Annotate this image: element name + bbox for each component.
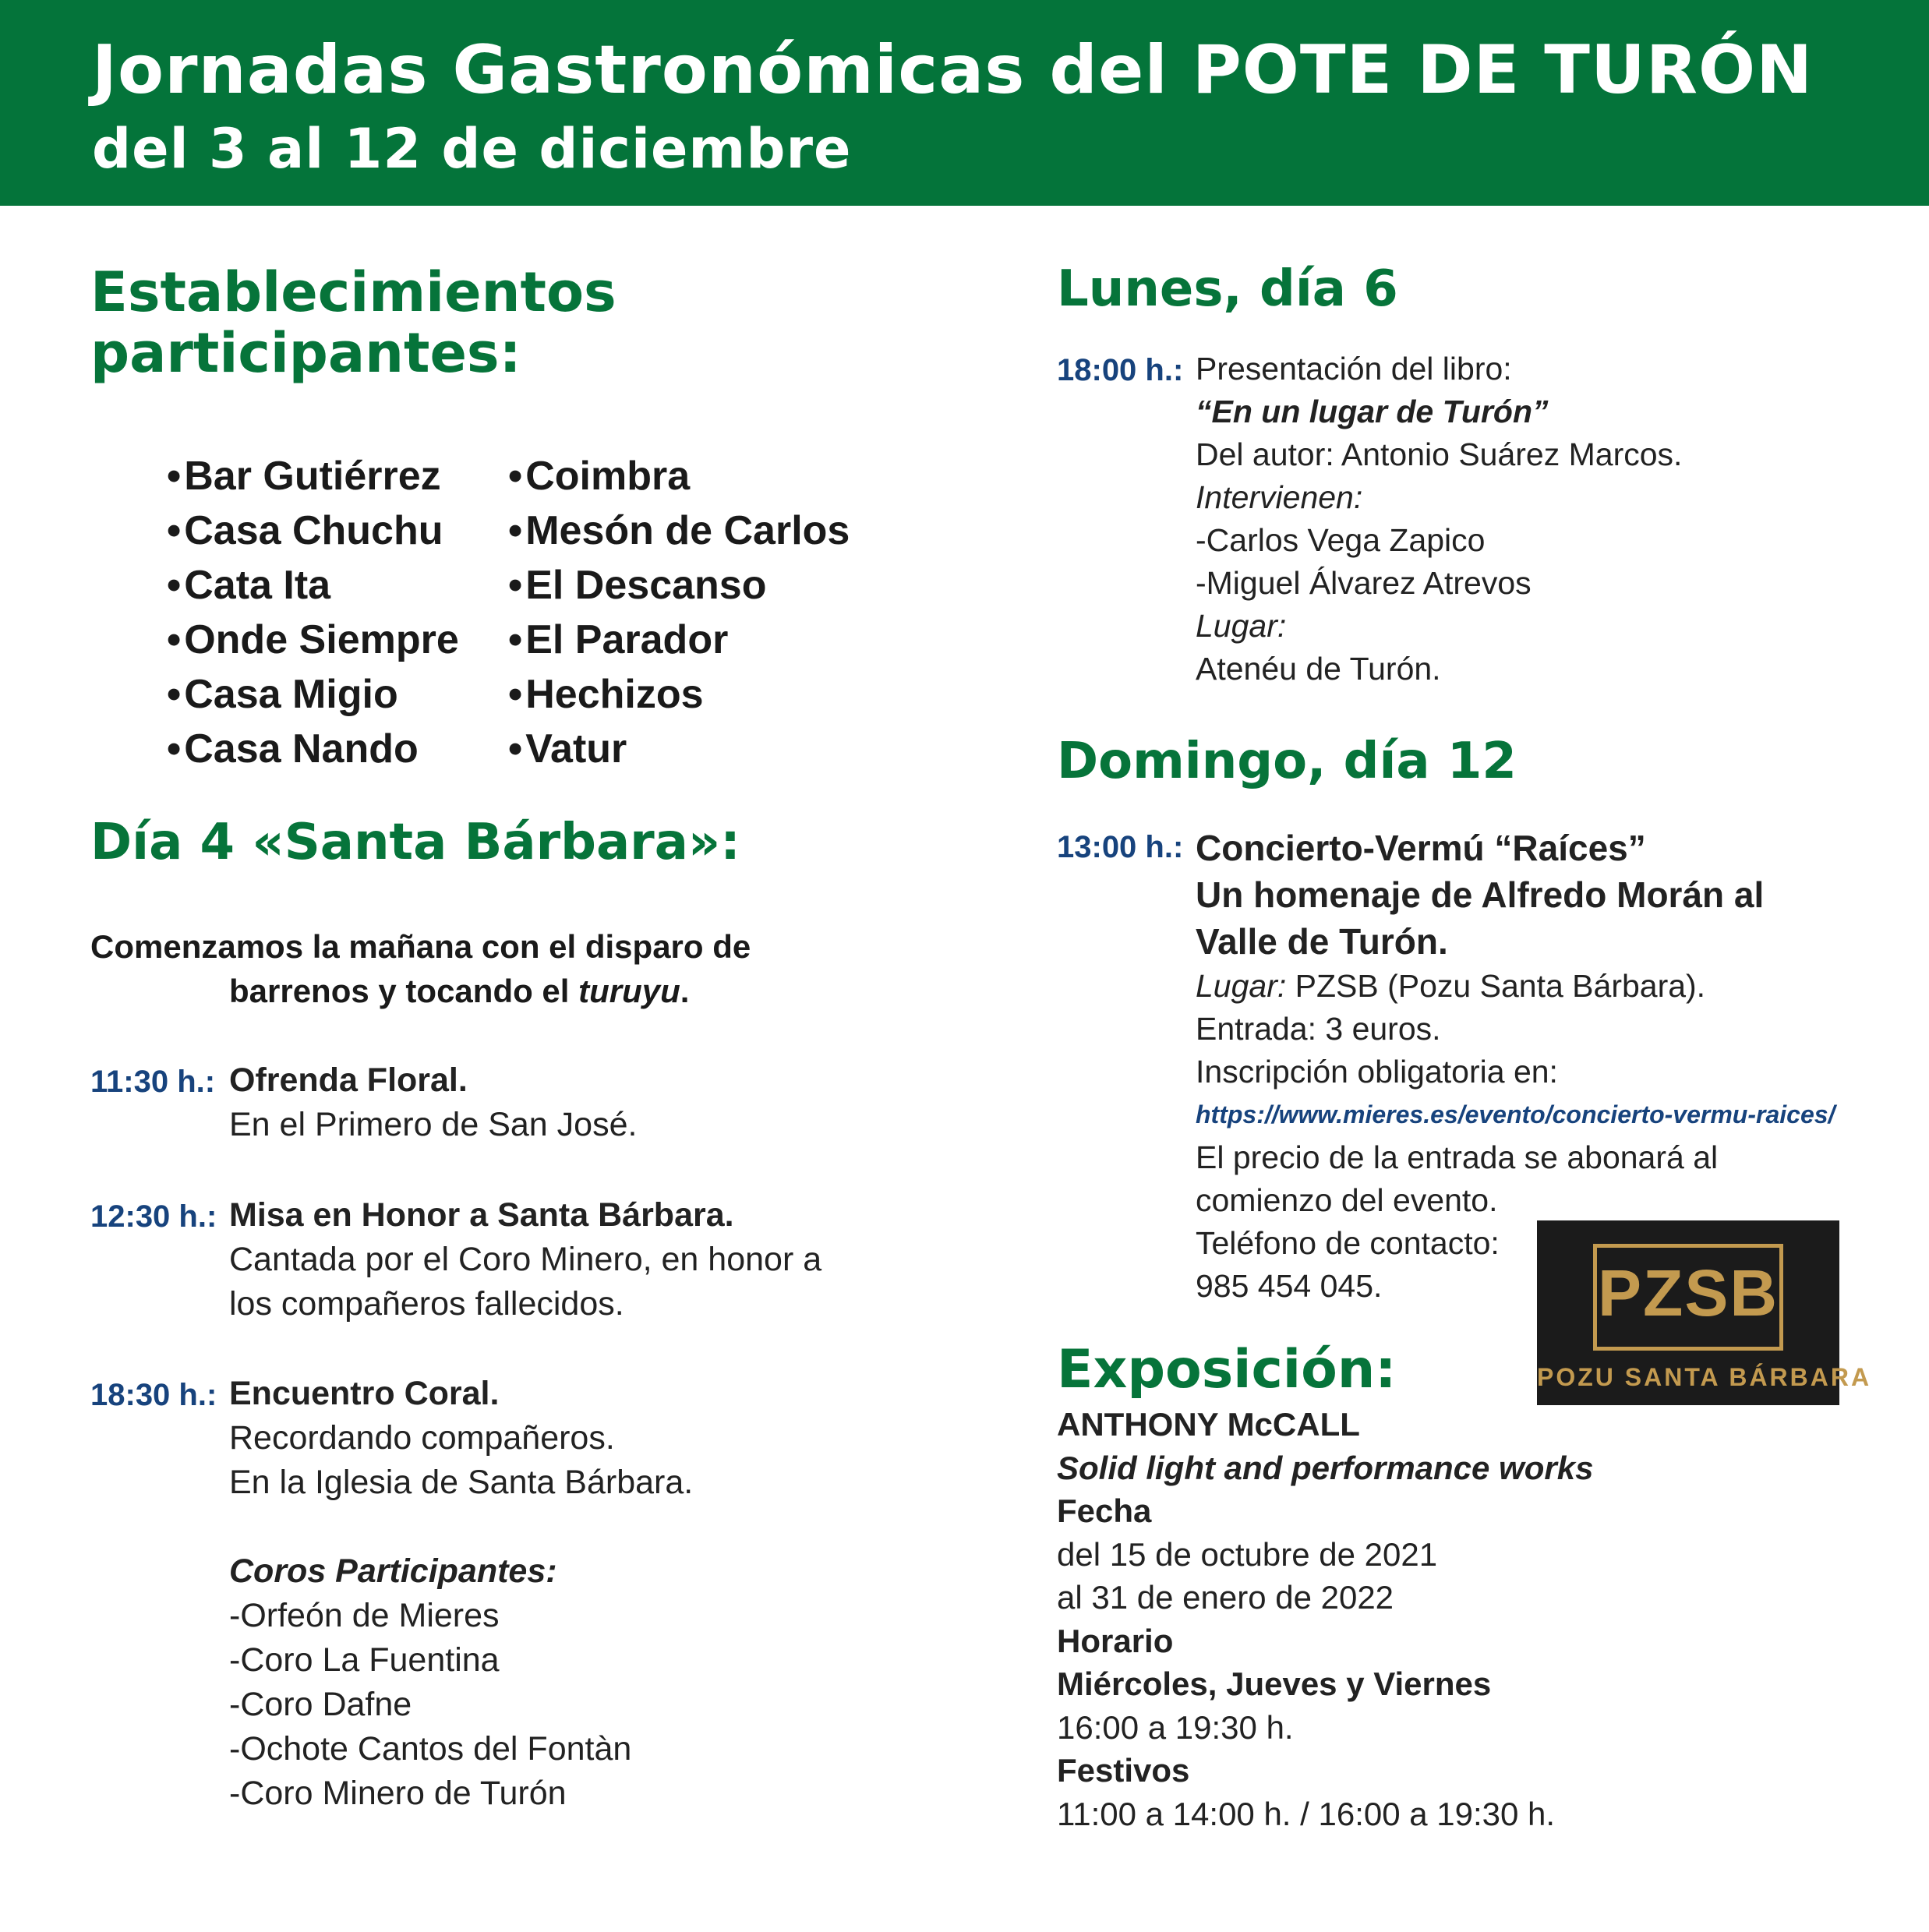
work-title: Solid light and performance works xyxy=(1057,1449,1594,1486)
speaker-item: -Miguel Álvarez Atrevos xyxy=(1196,565,1532,601)
inscripcion-link[interactable]: https://www.mieres.es/evento/concierto-vermu-raices/ xyxy=(1196,1100,1835,1128)
artist-name: ANTHONY McCALL xyxy=(1057,1406,1360,1443)
establecimientos-heading-line1: Establecimientos xyxy=(90,260,617,324)
pzsb-logo-mark: PZSB xyxy=(1597,1256,1779,1330)
event-line: En la Iglesia de Santa Bárbara. xyxy=(229,1464,694,1501)
establecimientos-heading xyxy=(90,262,617,384)
event-line: En el Primero de San José. xyxy=(229,1106,638,1143)
telefono-value: 985 454 045. xyxy=(1196,1268,1383,1304)
list-item: • El Parador xyxy=(508,613,850,667)
fecha-line: del 15 de octubre de 2021 xyxy=(1057,1535,1438,1573)
horario-dias: Miércoles, Jueves y Viernes xyxy=(1057,1665,1492,1702)
lunes-heading: Lunes, día 6 xyxy=(1057,260,1398,318)
precio-line: El precio de la entrada se abonará al xyxy=(1196,1139,1719,1175)
list-item: • Cata Ita xyxy=(167,558,459,613)
header-banner xyxy=(0,0,1929,206)
intro-text: barrenos y tocando el xyxy=(229,973,579,1009)
intro-period: . xyxy=(680,973,690,1009)
list-item: • Mesón de Carlos xyxy=(508,503,850,558)
event-title-line: Valle de Turón. xyxy=(1196,921,1448,962)
event-title: Misa en Honor a Santa Bárbara. xyxy=(229,1196,734,1234)
fecha-label: Fecha xyxy=(1057,1492,1152,1529)
telefono-label: Teléfono de contacto: xyxy=(1196,1225,1500,1261)
lugar-value: PZSB (Pozu Santa Bárbara). xyxy=(1286,968,1706,1004)
dia4-heading: Día 4 «Santa Bárbara»: xyxy=(90,814,740,871)
precio-line: comienzo del evento. xyxy=(1196,1182,1498,1218)
list-item: • Onde Siempre xyxy=(167,613,459,667)
list-item: • Casa Migio xyxy=(167,667,459,722)
event-line: Presentación del libro: xyxy=(1196,351,1512,387)
lugar-line xyxy=(1196,965,1835,1008)
dia4-intro xyxy=(90,924,751,1013)
speaker-item: -Carlos Vega Zapico xyxy=(1196,522,1486,558)
entrada: Entrada: 3 euros. xyxy=(1196,1011,1441,1047)
list-item: • Vatur xyxy=(508,722,850,776)
coro-item: -Coro La Fuentina xyxy=(229,1641,500,1679)
lugar-value: Atenéu de Turón. xyxy=(1196,651,1441,687)
event-body xyxy=(1196,348,1682,691)
list-item: • Hechizos xyxy=(508,667,850,722)
intro-italic: turuyu xyxy=(578,973,680,1009)
header-subtitle: del 3 al 12 de diciembre xyxy=(92,117,852,181)
pzsb-logo-box xyxy=(1593,1244,1783,1351)
event-line: los compañeros fallecidos. xyxy=(229,1285,624,1323)
event-title-line: Un homenaje de Alfredo Morán al xyxy=(1196,874,1765,915)
lugar-label: Lugar: xyxy=(1196,608,1287,644)
event-time: 18:30 h.: xyxy=(90,1378,217,1412)
spacer xyxy=(229,1505,693,1549)
event-time: 12:30 h.: xyxy=(90,1199,217,1234)
pzsb-logo xyxy=(1537,1220,1872,1405)
coro-item: -Ochote Cantos del Fontàn xyxy=(229,1730,632,1768)
event-body xyxy=(229,1372,693,1816)
event-body xyxy=(229,1058,637,1147)
event-line: Recordando compañeros. xyxy=(229,1419,615,1457)
coro-item: -Coro Dafne xyxy=(229,1686,412,1723)
horario-horas: 16:00 a 19:30 h. xyxy=(1057,1708,1294,1746)
event-line: Cantada por el Coro Minero, en honor a xyxy=(229,1241,822,1278)
intervienen-label: Intervienen: xyxy=(1196,479,1363,515)
list-item: • El Descanso xyxy=(508,558,850,613)
book-title: “En un lugar de Turón” xyxy=(1196,394,1549,429)
festivos-label: Festivos xyxy=(1057,1752,1190,1789)
pzsb-logo-subtitle: POZU SANTA BÁRBARA xyxy=(1537,1363,1872,1391)
fecha-line: al 31 de enero de 2022 xyxy=(1057,1579,1394,1616)
dia4-intro-line1: Comenzamos la mañana con el disparo de xyxy=(90,928,751,965)
event-title-line: Concierto-Vermú “Raíces” xyxy=(1196,828,1646,868)
coro-item: -Coro Minero de Turón xyxy=(229,1775,567,1812)
inscripcion: Inscripción obligatoria en: xyxy=(1196,1054,1558,1090)
list-item: • Casa Nando xyxy=(167,722,459,776)
domingo-heading: Domingo, día 12 xyxy=(1057,733,1517,790)
list-item: • Coimbra xyxy=(508,449,850,503)
exposicion-heading: Exposición: xyxy=(1057,1339,1397,1400)
horario-label: Horario xyxy=(1057,1622,1174,1659)
dia4-intro-line2 xyxy=(90,969,751,1013)
event-time: 18:00 h.: xyxy=(1057,353,1184,387)
exposicion-body xyxy=(1057,1403,1593,1835)
event-time: 11:30 h.: xyxy=(90,1065,216,1099)
establecimientos-heading-line2: participantes: xyxy=(90,321,521,386)
coros-title: Coros Participantes: xyxy=(229,1552,557,1590)
coro-item: -Orfeón de Mieres xyxy=(229,1597,500,1634)
list-item: • Casa Chuchu xyxy=(167,503,459,558)
establecimientos-list-col1 xyxy=(167,449,459,776)
event-title: Ofrenda Floral. xyxy=(229,1061,468,1099)
lugar-label: Lugar: xyxy=(1196,968,1287,1004)
festivos-horas: 11:00 a 14:00 h. / 16:00 a 19:30 h. xyxy=(1057,1795,1556,1832)
book-author: Del autor: Antonio Suárez Marcos. xyxy=(1196,436,1683,472)
event-body xyxy=(229,1193,821,1326)
header-title: Jornadas Gastronómicas del POTE DE TURÓN xyxy=(92,31,1814,109)
establecimientos-list-col2 xyxy=(508,449,850,776)
event-time: 13:00 h.: xyxy=(1057,830,1184,864)
event-title: Encuentro Coral. xyxy=(229,1375,500,1412)
list-item: • Bar Gutiérrez xyxy=(167,449,459,503)
